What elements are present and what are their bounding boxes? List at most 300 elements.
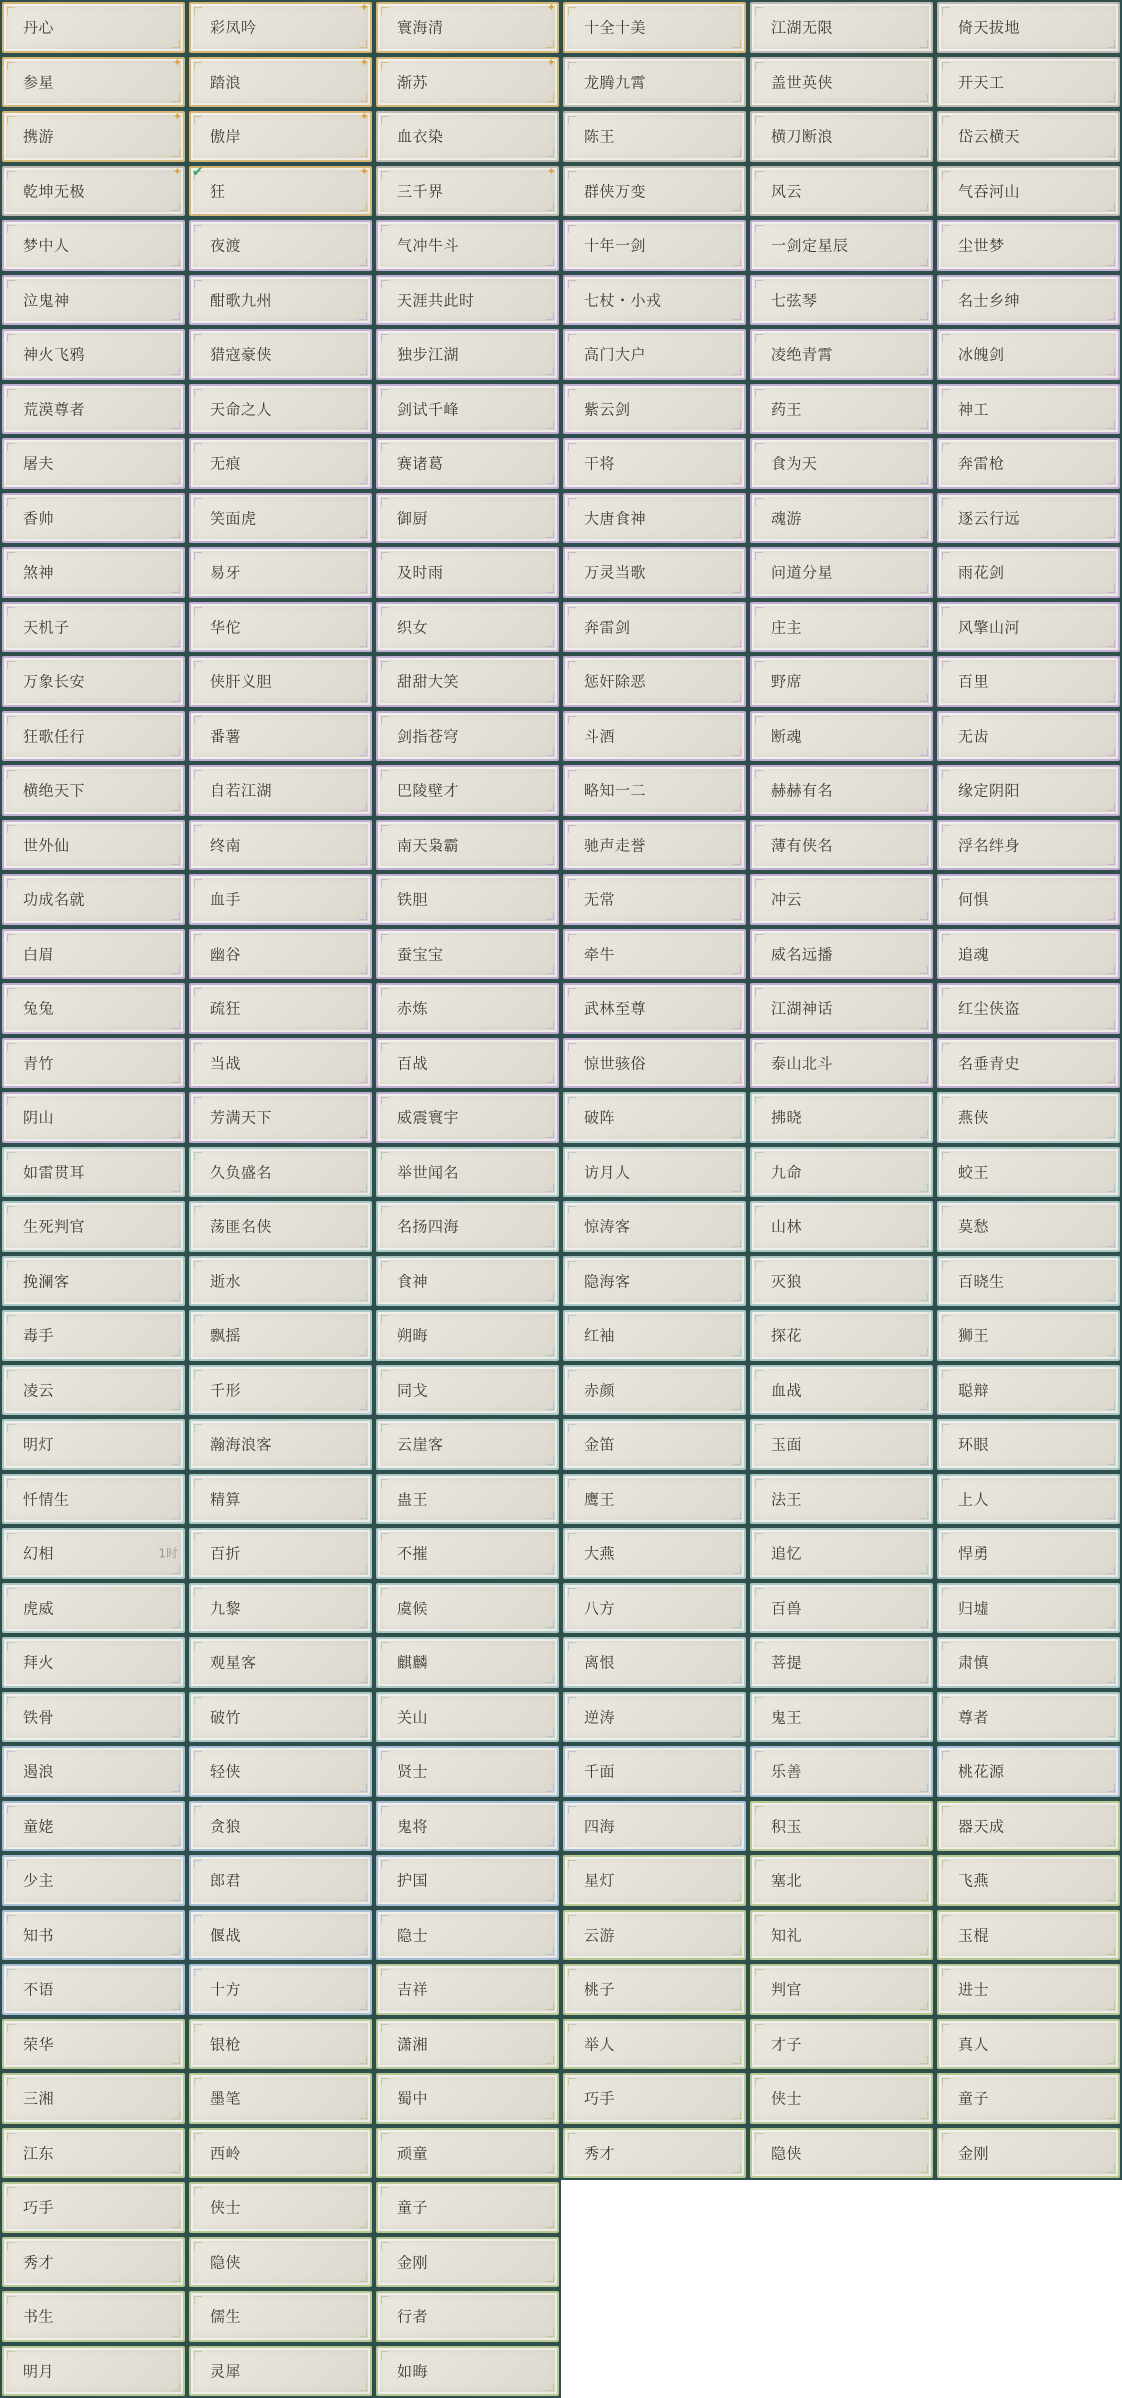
title-cell[interactable] [935, 1908, 1122, 1963]
title-cell[interactable] [561, 1744, 748, 1799]
title-cell[interactable] [187, 0, 374, 55]
title-cell[interactable] [187, 981, 374, 1036]
title-cell[interactable] [187, 382, 374, 437]
title-cell[interactable] [935, 382, 1122, 437]
title-cell[interactable] [374, 1635, 561, 1690]
title-cell[interactable] [561, 382, 748, 437]
title-cell[interactable] [748, 1254, 935, 1309]
title-cell[interactable] [187, 600, 374, 655]
title-cell[interactable] [187, 2071, 374, 2126]
title-cell[interactable] [748, 55, 935, 110]
title-label: 星灯 [584, 1871, 616, 1890]
title-cell[interactable] [935, 1145, 1122, 1200]
title-cell[interactable] [935, 1090, 1122, 1145]
title-cell[interactable] [748, 436, 935, 491]
title-cell[interactable] [0, 1417, 187, 1472]
title-cell[interactable] [0, 1690, 187, 1745]
title-cell[interactable] [374, 2071, 561, 2126]
title-cell[interactable] [0, 1962, 187, 2017]
title-cell[interactable] [187, 545, 374, 600]
title-cell[interactable] [0, 1908, 187, 1963]
title-cell[interactable] [748, 1145, 935, 1200]
title-cell[interactable] [935, 491, 1122, 546]
title-cell[interactable] [748, 872, 935, 927]
title-plaque [2, 765, 185, 816]
title-cell[interactable] [935, 0, 1122, 55]
title-cell[interactable] [748, 1199, 935, 1254]
title-cell[interactable] [374, 709, 561, 764]
title-cell[interactable] [374, 0, 561, 55]
title-plaque [2, 1256, 185, 1307]
title-cell[interactable] [374, 55, 561, 110]
title-cell[interactable] [187, 436, 374, 491]
title-cell[interactable] [0, 818, 187, 873]
title-plaque [376, 1092, 559, 1143]
title-label: 冰魄剑 [958, 345, 1005, 364]
title-cell[interactable] [935, 327, 1122, 382]
title-cell[interactable] [935, 981, 1122, 1036]
title-cell[interactable] [187, 1908, 374, 1963]
title-cell[interactable] [935, 1962, 1122, 2017]
title-cell[interactable] [748, 273, 935, 328]
title-cell[interactable] [748, 1690, 935, 1745]
title-cell[interactable] [187, 2344, 374, 2398]
title-cell[interactable] [561, 1962, 748, 2017]
title-cell[interactable] [748, 1417, 935, 1472]
title-label: 隐士 [397, 1926, 429, 1945]
title-cell[interactable] [0, 1145, 187, 1200]
title-cell[interactable] [374, 1799, 561, 1854]
title-cell[interactable] [374, 545, 561, 600]
title-cell[interactable] [0, 1199, 187, 1254]
title-cell[interactable] [561, 818, 748, 873]
title-cell[interactable] [0, 1363, 187, 1418]
title-cell[interactable] [561, 1145, 748, 1200]
title-cell[interactable] [561, 1581, 748, 1636]
title-cell[interactable] [935, 218, 1122, 273]
title-cell[interactable] [0, 1581, 187, 1636]
title-cell[interactable] [0, 436, 187, 491]
title-cell[interactable] [935, 1472, 1122, 1527]
title-cell[interactable] [187, 2289, 374, 2344]
title-cell[interactable] [935, 1799, 1122, 1854]
title-label: 驰声走誉 [584, 836, 647, 855]
title-cell[interactable] [374, 1417, 561, 1472]
title-cell[interactable] [374, 382, 561, 437]
star-icon: ✦ [172, 164, 182, 178]
title-cell[interactable] [187, 2235, 374, 2290]
title-cell[interactable] [374, 1254, 561, 1309]
title-cell[interactable] [748, 218, 935, 273]
title-cell[interactable] [748, 164, 935, 219]
title-cell[interactable] [748, 1581, 935, 1636]
title-cell[interactable] [187, 109, 374, 164]
title-cell[interactable] [748, 382, 935, 437]
title-cell[interactable] [374, 654, 561, 709]
title-cell[interactable] [0, 927, 187, 982]
title-cell[interactable] [935, 927, 1122, 982]
title-plaque [2, 1528, 185, 1579]
title-cell[interactable] [748, 763, 935, 818]
title-cell[interactable] [748, 981, 935, 1036]
title-cell[interactable] [187, 1690, 374, 1745]
title-cell[interactable] [374, 1145, 561, 1200]
title-cell[interactable] [187, 1744, 374, 1799]
title-cell[interactable] [187, 1036, 374, 1091]
title-cell[interactable] [374, 436, 561, 491]
title-cell[interactable] [561, 545, 748, 600]
title-plaque [2, 602, 185, 653]
title-cell[interactable] [0, 1036, 187, 1091]
title-plaque [189, 1855, 372, 1906]
title-cell[interactable] [748, 1744, 935, 1799]
title-label: 书生 [23, 2307, 55, 2326]
title-cell[interactable] [561, 273, 748, 328]
title-cell[interactable] [561, 1308, 748, 1363]
title-plaque [563, 57, 746, 108]
title-cell[interactable] [187, 1526, 374, 1581]
title-cell[interactable] [935, 2126, 1122, 2181]
title-cell[interactable] [187, 1581, 374, 1636]
title-cell[interactable] [935, 1526, 1122, 1581]
title-cell[interactable] [187, 1363, 374, 1418]
title-cell[interactable] [187, 763, 374, 818]
title-cell[interactable] [0, 1526, 187, 1581]
title-cell[interactable] [935, 1853, 1122, 1908]
title-cell[interactable] [187, 55, 374, 110]
title-cell[interactable] [561, 2126, 748, 2181]
title-cell[interactable] [374, 1090, 561, 1145]
title-cell[interactable] [0, 1254, 187, 1309]
title-cell[interactable] [0, 709, 187, 764]
title-cell[interactable] [187, 818, 374, 873]
title-cell[interactable] [935, 55, 1122, 110]
title-cell[interactable] [374, 1908, 561, 1963]
title-cell[interactable] [374, 1744, 561, 1799]
title-cell[interactable] [187, 1799, 374, 1854]
title-cell[interactable] [187, 273, 374, 328]
title-cell[interactable] [935, 1036, 1122, 1091]
title-label: 明月 [23, 2362, 55, 2381]
title-cell[interactable] [0, 2017, 187, 2072]
title-cell[interactable] [187, 1254, 374, 1309]
title-plaque [937, 329, 1120, 380]
title-cell[interactable] [374, 2235, 561, 2290]
title-cell[interactable] [374, 818, 561, 873]
title-cell[interactable] [561, 600, 748, 655]
title-cell[interactable] [561, 1908, 748, 1963]
title-cell[interactable] [187, 1308, 374, 1363]
title-cell[interactable] [374, 1853, 561, 1908]
title-cell[interactable] [935, 1635, 1122, 1690]
title-cell[interactable] [0, 1744, 187, 1799]
title-cell[interactable] [187, 1417, 374, 1472]
title-cell[interactable] [0, 1635, 187, 1690]
title-cell[interactable] [187, 1635, 374, 1690]
title-cell[interactable] [0, 0, 187, 55]
title-cell[interactable] [748, 545, 935, 600]
title-cell[interactable] [374, 981, 561, 1036]
title-cell[interactable] [561, 327, 748, 382]
title-cell[interactable] [935, 709, 1122, 764]
title-cell[interactable] [0, 2289, 187, 2344]
title-cell[interactable] [561, 164, 748, 219]
title-label: 侠士 [210, 2198, 242, 2217]
title-cell[interactable] [187, 1199, 374, 1254]
title-cell[interactable] [748, 1472, 935, 1527]
title-plaque [189, 874, 372, 925]
title-cell[interactable] [0, 763, 187, 818]
title-plaque [563, 1692, 746, 1743]
title-label: 拂晓 [771, 1108, 803, 1127]
title-cell[interactable] [0, 164, 187, 219]
title-cell[interactable] [0, 1799, 187, 1854]
title-cell[interactable] [187, 218, 374, 273]
title-cell[interactable] [935, 2071, 1122, 2126]
title-cell[interactable] [935, 654, 1122, 709]
title-cell[interactable] [374, 763, 561, 818]
title-cell[interactable] [0, 654, 187, 709]
title-plaque [563, 602, 746, 653]
title-cell[interactable] [748, 1363, 935, 1418]
title-cell[interactable] [561, 1799, 748, 1854]
title-cell[interactable] [374, 1308, 561, 1363]
title-cell[interactable] [0, 2071, 187, 2126]
title-cell[interactable] [187, 927, 374, 982]
title-label: 秀才 [584, 2144, 616, 2163]
title-cell[interactable] [748, 1853, 935, 1908]
title-cell[interactable] [561, 436, 748, 491]
title-cell[interactable] [374, 109, 561, 164]
title-cell[interactable] [374, 2180, 561, 2235]
title-plaque [563, 2019, 746, 2070]
title-label: 乐善 [771, 1762, 803, 1781]
title-plaque [376, 1365, 559, 1416]
title-cell[interactable] [561, 1363, 748, 1418]
title-cell[interactable] [0, 872, 187, 927]
title-cell[interactable] [748, 491, 935, 546]
title-cell[interactable] [935, 545, 1122, 600]
title-cell[interactable] [374, 1962, 561, 2017]
title-cell[interactable] [374, 2289, 561, 2344]
title-cell[interactable] [561, 1635, 748, 1690]
title-cell[interactable] [935, 164, 1122, 219]
title-cell[interactable] [0, 981, 187, 1036]
title-cell[interactable] [187, 872, 374, 927]
title-cell[interactable] [374, 273, 561, 328]
title-cell[interactable] [0, 491, 187, 546]
title-cell[interactable] [0, 327, 187, 382]
title-cell[interactable] [935, 273, 1122, 328]
title-plaque [189, 1147, 372, 1198]
title-plaque [937, 2, 1120, 53]
title-cell[interactable] [935, 109, 1122, 164]
title-label: 香帅 [23, 509, 55, 528]
title-cell[interactable] [0, 545, 187, 600]
title-cell[interactable] [561, 1036, 748, 1091]
title-cell[interactable] [187, 654, 374, 709]
title-cell[interactable] [374, 218, 561, 273]
title-cell[interactable] [187, 709, 374, 764]
title-cell[interactable] [187, 1090, 374, 1145]
title-cell[interactable] [748, 1635, 935, 1690]
title-cell[interactable] [561, 872, 748, 927]
title-cell[interactable] [748, 927, 935, 982]
title-cell[interactable] [935, 1690, 1122, 1745]
title-cell[interactable] [935, 1308, 1122, 1363]
title-cell[interactable] [374, 1036, 561, 1091]
title-cell[interactable] [748, 654, 935, 709]
title-cell[interactable] [0, 600, 187, 655]
title-label: 名扬四海 [397, 1217, 460, 1236]
title-cell[interactable] [748, 600, 935, 655]
title-cell[interactable] [374, 1581, 561, 1636]
title-cell[interactable] [561, 2017, 748, 2072]
title-label: 凌云 [23, 1381, 55, 1400]
title-cell[interactable] [935, 872, 1122, 927]
title-cell[interactable] [0, 218, 187, 273]
title-cell[interactable] [935, 763, 1122, 818]
title-cell[interactable] [748, 2126, 935, 2181]
title-plaque [189, 220, 372, 271]
title-cell[interactable] [748, 1908, 935, 1963]
title-cell[interactable] [935, 2017, 1122, 2072]
title-cell[interactable] [0, 55, 187, 110]
title-cell[interactable] [561, 1853, 748, 1908]
title-cell[interactable] [374, 927, 561, 982]
title-label: 及时雨 [397, 563, 444, 582]
title-cell[interactable] [374, 1690, 561, 1745]
title-cell[interactable] [187, 1962, 374, 2017]
title-cell[interactable] [748, 1962, 935, 2017]
title-cell[interactable] [0, 2126, 187, 2181]
title-cell[interactable] [0, 2344, 187, 2398]
title-cell[interactable] [748, 1036, 935, 1091]
title-cell[interactable] [561, 109, 748, 164]
title-cell[interactable] [561, 1472, 748, 1527]
title-cell[interactable] [748, 818, 935, 873]
title-cell[interactable] [0, 1308, 187, 1363]
title-cell[interactable] [935, 436, 1122, 491]
title-cell[interactable] [187, 327, 374, 382]
title-cell[interactable] [0, 1472, 187, 1527]
title-cell[interactable] [374, 327, 561, 382]
title-cell[interactable] [0, 2180, 187, 2235]
title-cell[interactable] [561, 981, 748, 1036]
title-cell[interactable] [935, 1744, 1122, 1799]
title-plaque [563, 929, 746, 980]
title-cell[interactable] [748, 2071, 935, 2126]
title-label: 金笛 [584, 1435, 616, 1454]
title-cell[interactable] [935, 1199, 1122, 1254]
title-cell[interactable] [0, 109, 187, 164]
title-cell[interactable] [374, 1363, 561, 1418]
title-cell[interactable] [187, 1853, 374, 1908]
title-label: 泰山北斗 [771, 1054, 834, 1073]
title-cell[interactable] [374, 1526, 561, 1581]
title-cell[interactable] [374, 872, 561, 927]
title-cell[interactable] [935, 1363, 1122, 1418]
title-cell[interactable] [561, 1090, 748, 1145]
title-cell[interactable] [187, 2017, 374, 2072]
title-cell[interactable] [0, 2235, 187, 2290]
title-cell[interactable] [187, 2126, 374, 2181]
title-cell[interactable] [748, 2017, 935, 2072]
title-cell[interactable] [748, 1526, 935, 1581]
title-cell[interactable] [374, 2344, 561, 2398]
title-cell[interactable] [748, 0, 935, 55]
title-cell[interactable] [748, 1799, 935, 1854]
title-cell[interactable] [374, 164, 561, 219]
title-label: 华佗 [210, 618, 242, 637]
title-cell[interactable] [0, 1090, 187, 1145]
title-label: 威震寰宇 [397, 1108, 460, 1127]
title-cell[interactable] [561, 2071, 748, 2126]
title-label: 童子 [397, 2198, 429, 2217]
title-cell[interactable] [0, 382, 187, 437]
title-cell[interactable] [935, 818, 1122, 873]
title-cell[interactable] [561, 1254, 748, 1309]
title-cell[interactable] [0, 273, 187, 328]
title-cell[interactable] [0, 1853, 187, 1908]
title-cell[interactable] [561, 1199, 748, 1254]
title-cell[interactable] [374, 1199, 561, 1254]
title-cell[interactable] [374, 2126, 561, 2181]
title-cell[interactable] [561, 654, 748, 709]
title-plaque [2, 1583, 185, 1634]
title-cell[interactable] [748, 709, 935, 764]
title-cell[interactable] [374, 2017, 561, 2072]
title-cell[interactable] [187, 1472, 374, 1527]
title-cell[interactable] [561, 1417, 748, 1472]
title-plaque [2, 1692, 185, 1743]
title-label: 薄有侠名 [771, 836, 834, 855]
title-cell[interactable] [935, 1417, 1122, 1472]
title-cell[interactable] [748, 1090, 935, 1145]
title-cell[interactable] [561, 763, 748, 818]
title-cell[interactable] [187, 491, 374, 546]
title-cell[interactable] [187, 164, 374, 219]
title-cell[interactable] [374, 491, 561, 546]
title-label: 药王 [771, 400, 803, 419]
title-cell[interactable] [748, 1308, 935, 1363]
title-label: 百晓生 [958, 1272, 1005, 1291]
title-label: 奔雷枪 [958, 454, 1005, 473]
title-cell[interactable] [935, 600, 1122, 655]
title-cell[interactable] [561, 218, 748, 273]
title-plaque [563, 1419, 746, 1470]
title-cell[interactable] [561, 55, 748, 110]
title-cell[interactable] [561, 709, 748, 764]
title-cell[interactable] [374, 600, 561, 655]
title-cell[interactable] [187, 2180, 374, 2235]
title-cell[interactable] [561, 927, 748, 982]
title-cell[interactable] [561, 1690, 748, 1745]
title-cell[interactable] [561, 491, 748, 546]
title-label: 隐侠 [210, 2253, 242, 2272]
title-cell[interactable] [748, 109, 935, 164]
title-label: 鹰王 [584, 1490, 616, 1509]
title-cell[interactable] [561, 0, 748, 55]
title-cell[interactable] [561, 1526, 748, 1581]
title-cell[interactable] [748, 327, 935, 382]
title-plaque [189, 1964, 372, 2015]
title-cell[interactable] [935, 1254, 1122, 1309]
title-cell[interactable] [187, 1145, 374, 1200]
title-label: 金刚 [958, 2144, 990, 2163]
title-cell[interactable] [374, 1472, 561, 1527]
title-cell[interactable] [935, 1581, 1122, 1636]
